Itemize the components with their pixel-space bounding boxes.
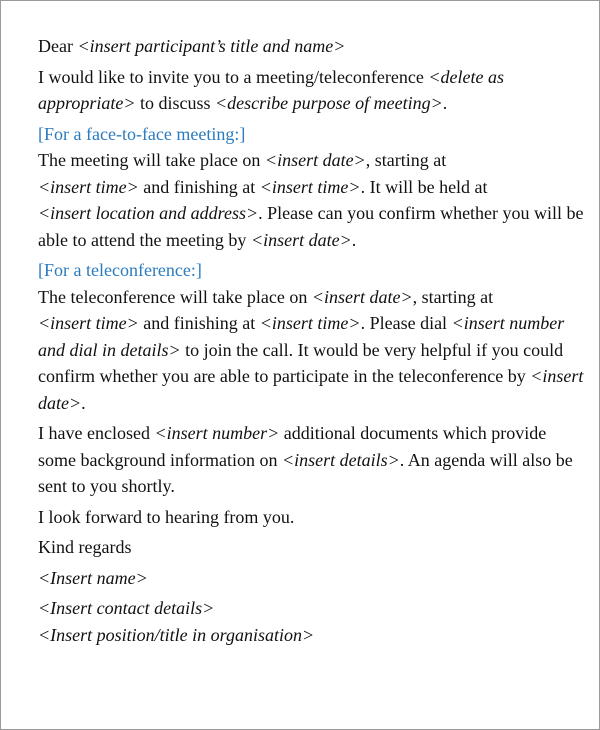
signature-position: <Insert position/title in organisation> bbox=[38, 624, 315, 645]
signature-name: <Insert name> bbox=[38, 567, 148, 588]
teleconference-heading: [For a teleconference:] bbox=[38, 260, 202, 280]
letter-body bbox=[38, 33, 588, 648]
greeting-line: Dear <insert participant’s title and name> bbox=[38, 36, 346, 56]
enclosed-paragraph: I have enclosed <insert number> additional documents which provide some background information on <insert details>. An agenda will also be sent to you shortly. bbox=[38, 423, 573, 496]
face-to-face-paragraph: The meeting will take place on <insert date>, starting at <insert time> and finishing at <insert time>. It will be held at <insert location and address>. Please can you confirm whether you will be able to attend the meeting by <insert date>. bbox=[38, 150, 584, 250]
signature-contact: <Insert contact details> bbox=[38, 598, 215, 618]
face-to-face-heading: [For a face-to-face meeting:] bbox=[38, 123, 246, 144]
teleconference-paragraph: The teleconference will take place on <insert date>, starting at <insert time> and finishing at <insert time>. Please dial <insert number and dial in details> to join the call. It would be very helpful if you could confirm whether you are able to participate in the teleconference by <insert date>. bbox=[38, 286, 584, 413]
closing-line: I look forward to hearing from you. bbox=[38, 506, 295, 527]
sign-off: Kind regards bbox=[38, 537, 132, 557]
intro-paragraph: I would like to invite you to a meeting/teleconference <delete as appropriate> to discuss <describe purpose of meeting>. bbox=[38, 66, 504, 113]
